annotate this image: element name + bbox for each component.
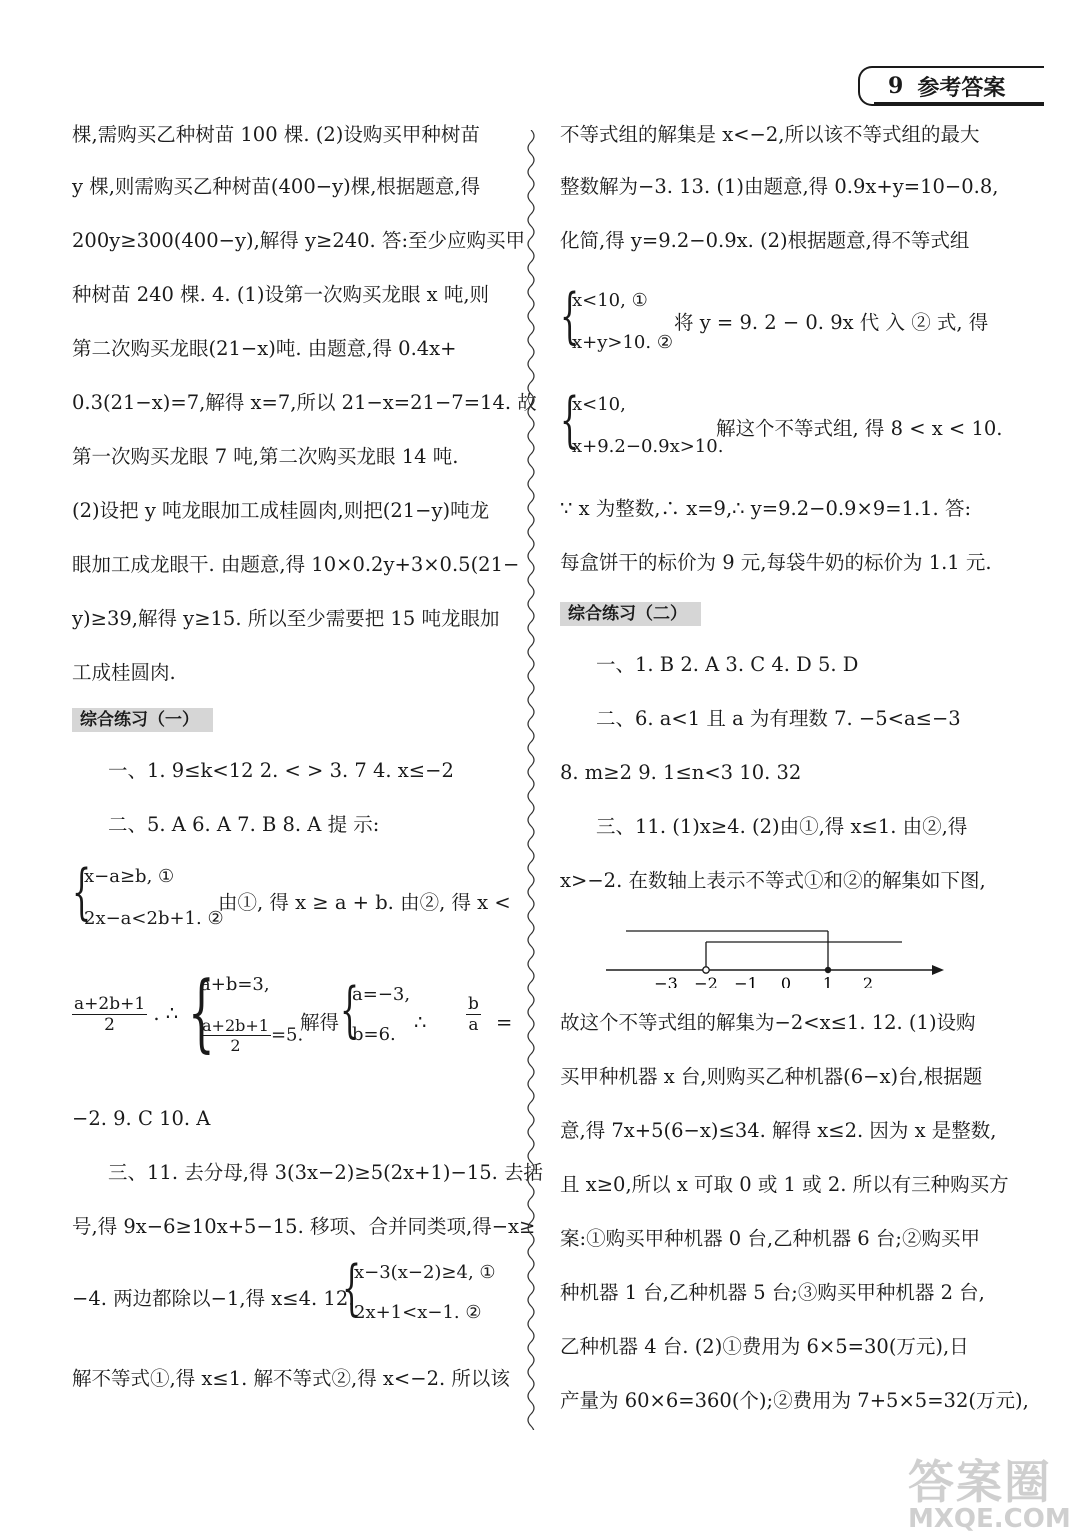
system-row: b=6. xyxy=(352,1024,396,1045)
therefore-symbol: ∴ xyxy=(414,1011,427,1034)
text-line: 案:①购买甲种机器 0 台,乙种机器 6 台;②购买甲 xyxy=(560,1227,980,1250)
brace: { xyxy=(188,963,215,1061)
numerator: b xyxy=(468,994,479,1014)
system-row: 2x+1<x−1. ② xyxy=(354,1302,482,1323)
text-line: −4. 两边都除以−1,得 x≤4. 12. xyxy=(72,1287,355,1310)
system-row: x−a≥b, ① xyxy=(84,866,175,887)
tick-label: −2 xyxy=(694,974,718,988)
system-row: 2x−a<2b+1. ② xyxy=(84,908,224,929)
answer-line: 一、1. B 2. A 3. C 4. D 5. D xyxy=(596,653,859,676)
page-title: 参考答案 xyxy=(917,74,1006,101)
open-point xyxy=(703,967,709,973)
text-line: 解这个不等式组, 得 8 < x < 10. xyxy=(716,417,1003,440)
text-line: 号,得 9x−6≥10x+5−15. 移项、合并同类项,得−x≥ xyxy=(72,1215,536,1238)
text-line: (2)设把 y 吨龙眼加工成桂圆肉,则把(21−y)吨龙 xyxy=(72,499,490,522)
brace: { xyxy=(340,975,360,1045)
section-heading: 综合练习（一） xyxy=(72,708,213,732)
text-line: 买甲种机器 x 台,则购买乙种机器(6−x)台,根据题 xyxy=(560,1065,983,1088)
fraction-line xyxy=(466,994,481,1035)
header-rule xyxy=(874,102,1044,105)
answer-line: 三、11. 去分母,得 3(3x−2)≥5(2x+1)−15. 去括 xyxy=(108,1161,544,1184)
denominator: a xyxy=(468,1015,479,1035)
text-line: 整数解为−3. 13. (1)由题意,得 0.9x+y=10−0.8, xyxy=(560,175,999,198)
page-header xyxy=(858,66,1044,106)
eq-tail: =5. xyxy=(270,1024,304,1046)
answer-line: 一、1. 9≤k<12 2. < > 3. 7 4. x≤−2 xyxy=(108,759,454,782)
system-row: x<10, xyxy=(572,394,626,415)
answer-line: 二、5. A 6. A 7. B 8. A 提 示: xyxy=(108,813,380,836)
numerator: a+2b+1 xyxy=(74,994,146,1014)
text-line: 种树苗 240 棵. 4. (1)设第一次购买龙眼 x 吨,则 xyxy=(72,283,490,306)
fraction xyxy=(466,994,481,1035)
brace: { xyxy=(560,281,580,351)
system-row: a=−3, xyxy=(352,984,411,1005)
column-divider xyxy=(524,130,538,1430)
answer-line: −2. 9. C 10. A xyxy=(72,1107,211,1130)
text-line: ∵ x 为整数,∴ x=9,∴ y=9.2−0.9×9=1.1. 答: xyxy=(560,497,972,520)
equation-system xyxy=(188,963,308,1070)
text-line: 第二次购买龙眼(21−x)吨. 由题意,得 0.4x+ xyxy=(72,337,457,360)
inequality-system xyxy=(342,1253,512,1330)
system-row: x+9.2−0.9x>10. xyxy=(572,436,724,457)
text-line: 眼加工成龙眼干. 由题意,得 10×0.2y+3×0.5(21− xyxy=(72,553,520,576)
text-line: 不等式组的解集是 x<−2,所以该不等式组的最大 xyxy=(560,123,980,146)
text-line: 将 y = 9. 2 − 0. 9x 代 入 ② 式, 得 xyxy=(674,311,989,334)
inequality-system xyxy=(72,857,224,934)
watermark-url: MXQE.COM xyxy=(908,1504,1071,1534)
inequality-system xyxy=(560,385,724,462)
brace: { xyxy=(72,857,92,927)
text-line: 种机器 1 台,乙种机器 5 台;③购买甲种机器 2 台, xyxy=(560,1281,985,1304)
text-line: 化简,得 y=9.2−0.9x. (2)根据题意,得不等式组 xyxy=(560,229,970,252)
text-line: 由①, 得 x ≥ a + b. 由②, 得 x < xyxy=(218,891,511,914)
fraction-line xyxy=(72,994,178,1035)
tick-label: 2 xyxy=(862,974,874,988)
text-line: 棵,需购买乙种树苗 100 棵. (2)设购买甲种树苗 xyxy=(72,123,480,146)
punct: . ∴ xyxy=(153,1002,179,1025)
tick-label: 0 xyxy=(780,974,792,988)
equals-sign: = xyxy=(496,1011,513,1034)
denominator: 2 xyxy=(230,1036,241,1055)
solution-system xyxy=(340,975,420,1052)
text-line: 0.3(21−x)=7,解得 x=7,所以 21−x=21−7=14. 故 xyxy=(72,391,537,414)
axis-arrow xyxy=(932,965,944,975)
system-row: x+y>10. ② xyxy=(572,332,673,353)
tick-label: −1 xyxy=(734,974,758,988)
text-line: y)≥39,解得 y≥15. 所以至少需要把 15 吨龙眼加 xyxy=(72,607,500,630)
answer-line: 二、6. a<1 且 a 为有理数 7. −5<a≤−3 xyxy=(596,707,961,730)
text-line: 解得 xyxy=(300,1011,340,1034)
text-line: 每盒饼干的标价为 9 元,每袋牛奶的标价为 1.1 元. xyxy=(560,551,992,574)
system-row: a+b=3, xyxy=(200,974,270,995)
fraction xyxy=(72,994,147,1035)
system-row: x<10, ① xyxy=(572,290,648,311)
numerator: a+2b+1 xyxy=(202,1016,269,1035)
number-line xyxy=(606,918,946,988)
system-row: x−3(x−2)≥4, ① xyxy=(354,1262,496,1283)
text-line: 乙种机器 4 台. (2)①费用为 6×5=30(万元),日 xyxy=(560,1335,969,1358)
system-row xyxy=(200,1016,303,1055)
brace: { xyxy=(342,1253,362,1323)
answer-line: 8. m≥2 9. 1≤n<3 10. 32 xyxy=(560,761,802,784)
tick-label: −3 xyxy=(654,974,678,988)
answer-line: 三、11. (1)x≥4. (2)由①,得 x≤1. 由②,得 xyxy=(596,815,968,838)
text-line: 产量为 60×6=360(个);②费用为 7+5×5=32(万元), xyxy=(560,1389,1029,1412)
text-line: 故这个不等式组的解集为−2<x≤1. 12. (1)设购 xyxy=(560,1011,976,1034)
text-line: 第一次购买龙眼 7 吨,第二次购买龙眼 14 吨. xyxy=(72,445,459,468)
tick-label: 1 xyxy=(822,974,834,988)
text-line: 且 x≥0,所以 x 可取 0 或 1 或 2. 所以有三种购买方 xyxy=(560,1173,1009,1196)
text-line: y 棵,则需购买乙种树苗(400−y)棵,根据题意,得 xyxy=(72,175,481,198)
closed-point xyxy=(825,967,831,973)
watermark-text: 答案圈 xyxy=(908,1455,1052,1509)
text-line: 意,得 7x+5(6−x)≤34. 解得 x≤2. 因为 x 是整数, xyxy=(560,1119,997,1142)
section-heading: 综合练习（二） xyxy=(560,602,701,626)
text-line: 解不等式①,得 x≤1. 解不等式②,得 x<−2. 所以该 xyxy=(72,1367,510,1390)
inequality-system xyxy=(560,281,680,358)
text-line: x>−2. 在数轴上表示不等式①和②的解集如下图, xyxy=(560,869,986,892)
denominator: 2 xyxy=(104,1015,115,1035)
brace: { xyxy=(560,385,580,455)
page-number: 9 xyxy=(888,73,904,99)
text-line: 200y≥300(400−y),解得 y≥240. 答:至少应购买甲 xyxy=(72,229,526,252)
text-line: 工成桂圆肉. xyxy=(72,661,176,684)
watermark-logo xyxy=(908,1446,1078,1532)
